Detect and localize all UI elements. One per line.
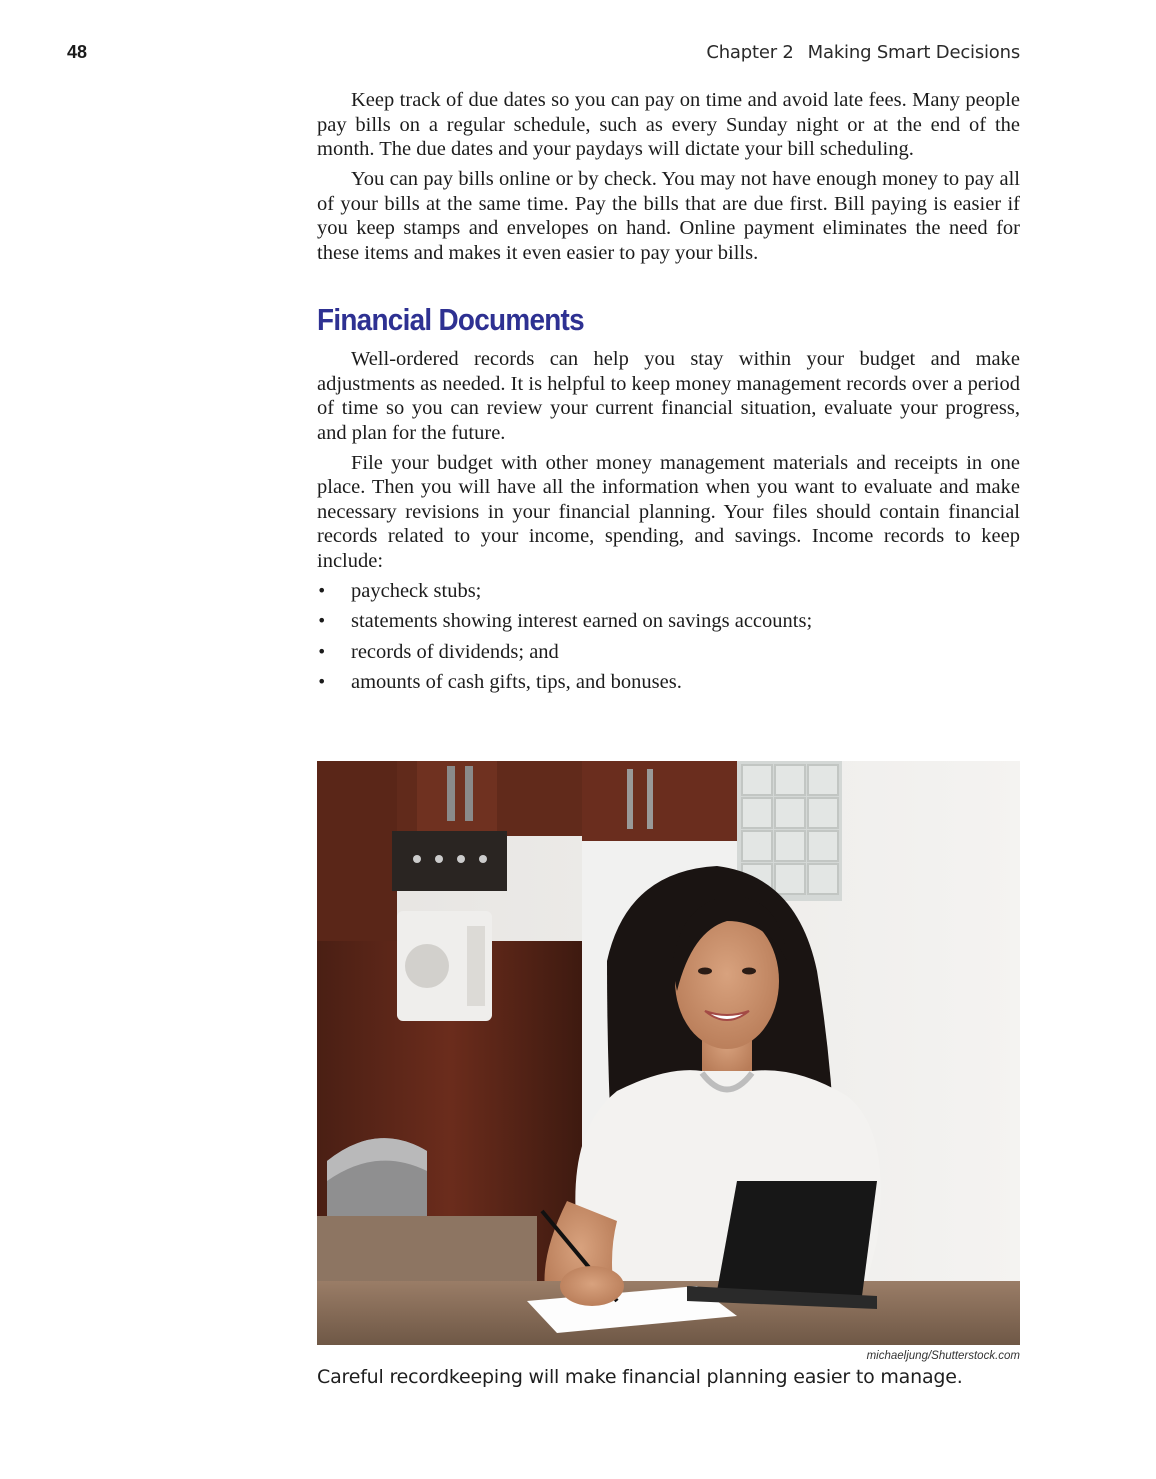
list-item: • records of dividends; and — [317, 640, 559, 663]
chapter-label: Chapter 2 — [706, 42, 794, 63]
photo-credit: michaeljung/Shutterstock.com — [866, 1350, 1020, 1362]
page-number: 48 — [67, 42, 88, 62]
income-records-list — [317, 579, 1020, 695]
photo-woman-at-laptop — [317, 761, 1020, 1345]
list-item: • statements showing interest earned on savings accounts; — [317, 610, 813, 632]
section-heading: Financial Documents — [317, 302, 584, 337]
paragraph-file-budget: File your budget with other money management materials and receipts in one place. Then you will have all the information when you want to evaluate and make necessary revisions in your financial planning. Your files should contain financial records related to your income, spending, and savings. Income records to keep include: — [317, 451, 1020, 572]
bullet-icon: • — [317, 580, 327, 600]
paragraph-records: Well-ordered records can help you stay within your budget and make adjustments as needed. It is helpful to keep money management records over a period of time so you can review your current financial situation, evaluate your progress, and plan for the future. — [317, 348, 1020, 444]
list-item: • paycheck stubs; — [317, 579, 482, 602]
running-head — [706, 42, 1020, 63]
text-column — [317, 88, 1020, 701]
bullet-icon: • — [317, 611, 327, 630]
bullet-icon: • — [317, 672, 327, 691]
paragraph-pay-bills: You can pay bills online or by check. You may not have enough money to pay all of your bills at the same time. Pay the bills that are due first. Bill paying is easier if you keep stamps and envelopes on hand. Online payment eliminates the need for these items and makes it even easier to pay your bills. — [317, 168, 1020, 264]
bullet-icon: • — [317, 641, 327, 661]
paragraph-due-dates: Keep track of due dates so you can pay on time and avoid late fees. Many people pay bills on a regular schedule, such as every Sunday night or at the end of the month. The due dates and your paydays will dictate your bill scheduling. — [317, 89, 1020, 160]
figure-caption: Careful recordkeeping will make financial planning easier to manage. — [317, 1366, 963, 1388]
list-item: • amounts of cash gifts, tips, and bonuses. — [317, 671, 682, 693]
chapter-title: Making Smart Decisions — [807, 42, 1020, 63]
